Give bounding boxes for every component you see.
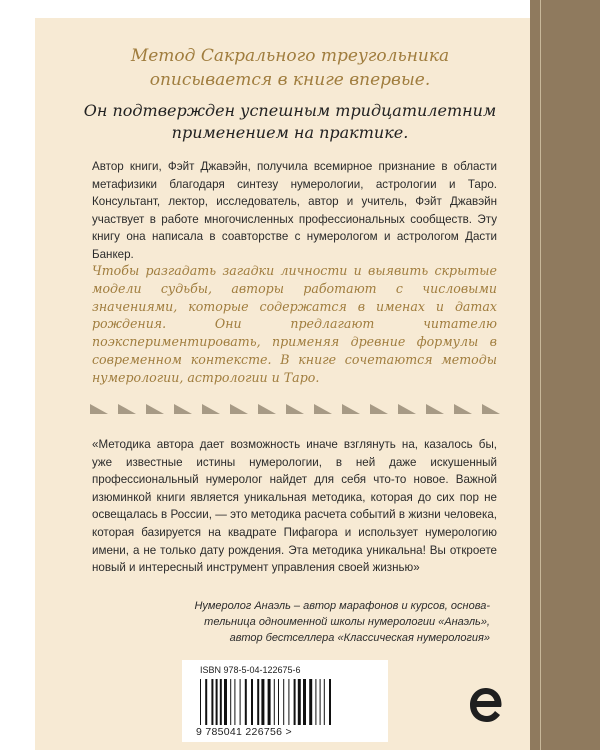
- publisher-logo-icon: [466, 682, 506, 728]
- triangle-ornament-icon: [118, 404, 136, 414]
- barcode-bar: [298, 679, 301, 725]
- quote-attribution: [130, 598, 490, 646]
- barcode-bar: [200, 679, 201, 725]
- triangle-ornament-icon: [90, 404, 108, 414]
- description-paragraph: Чтобы разгадать загадки личности и выявить скрытые модели судьбы, авторы работают с числовыми значениями, которые содержатся в именах и датах рождения. Они предлагают читателю поэкспериментировать, применяя древние формулы в современном контексте. В книге сочетаются методы нумерологии, астрологии и Таро.: [92, 263, 497, 385]
- lead-line-1: Метод Сакрального треугольника: [130, 46, 450, 66]
- attribution-line-1: Нумеролог Анаэль – автор марафонов и курсов, основа-: [194, 600, 490, 612]
- triangle-ornament-icon: [230, 404, 248, 414]
- triangle-ornament-icon: [202, 404, 220, 414]
- triangle-ornament-icon: [314, 404, 332, 414]
- lead-line-3: Он подтвержден успешным тридцатилетним: [83, 101, 497, 120]
- triangle-ornament-icon: [482, 404, 500, 414]
- barcode-bar: [268, 679, 271, 725]
- barcode-bar: [224, 679, 227, 725]
- attribution-line-3: автор бестселлера «Классическая нумерология»: [229, 632, 490, 644]
- barcode-bar: [245, 679, 247, 725]
- barcode-bar: [303, 679, 306, 725]
- triangle-ornament-icon: [258, 404, 276, 414]
- triangle-ornament-icon: [398, 404, 416, 414]
- barcode-bar: [294, 679, 296, 725]
- barcode-bar: [216, 679, 218, 725]
- barcode-bar: [324, 679, 325, 725]
- triangle-ornament-icon: [370, 404, 388, 414]
- barcode-bar: [278, 679, 279, 725]
- triangle-ornament-icon: [426, 404, 444, 414]
- barcode-bar: [251, 679, 253, 725]
- barcode-bar: [230, 679, 231, 725]
- spine-divider: [540, 0, 541, 750]
- lead-line-4: применением на практике.: [171, 123, 409, 142]
- lead-gold-headline: [80, 44, 500, 92]
- triangle-ornament-icon: [146, 404, 164, 414]
- isbn-label: ISBN 978-5-04-122675-6: [200, 665, 301, 675]
- barcode-bar: [257, 679, 259, 725]
- barcode-bar: [274, 679, 275, 725]
- barcode-bar: [211, 679, 213, 725]
- attribution-line-2: тельница одноименной школы нумерологии «Анаэль»,: [204, 616, 490, 628]
- triangle-ornament-icon: [286, 404, 304, 414]
- barcode-bar: [234, 679, 235, 725]
- barcode-bar: [283, 679, 284, 725]
- triangle-ornament-icon: [174, 404, 192, 414]
- barcode-bar: [320, 679, 321, 725]
- author-paragraph: Автор книги, Фэйт Джавэйн, получила всемирное признание в области метафизики благодаря синтезу нумерологии, астрологии и Таро. Консультант, лектор, исследователь, автор и учитель, Фэйт Джавэйн участвует в работе многочисленных профессиональных сообществ. Эту книгу она написала в соавторстве с нумерологом и астрологом Дасти Банкер.: [92, 160, 497, 261]
- triangle-ornament-icon: [454, 404, 472, 414]
- barcode-bar: [309, 679, 312, 725]
- lead-line-2: описывается в книге впервые.: [149, 70, 431, 90]
- triangle-ornament-icon: [342, 404, 360, 414]
- barcode-digits: 9 785041 226756 >: [196, 726, 292, 738]
- barcode-bar: [288, 679, 289, 725]
- triangle-ornament-row: [90, 404, 500, 418]
- barcode-bar: [205, 679, 207, 725]
- barcode-bar: [329, 679, 331, 725]
- barcode-bar: [240, 679, 241, 725]
- barcode-bar: [315, 679, 316, 725]
- review-quote: «Методика автора дает возможность иначе взглянуть на, казалось бы, уже известные истины нумерологии, в ней даже искушенный профессиональный нумеролог найдет для себя что-то новое. Важной изюминкой книги является уникальная методика, которая до сих пор не освещалась в России, — это методика расчета событий в жизни человека, которая базируется на квадрате Пифагора и использует нумерологию имени, а не только дату рождения. Эта методика уникальна! Вы откроете новый и интересный инструмент управления своей жизнью»: [92, 438, 497, 575]
- barcode-bar: [220, 679, 222, 725]
- lead-black-headline: [80, 100, 500, 144]
- barcode-icon: [198, 679, 374, 725]
- barcode-bar: [261, 679, 264, 725]
